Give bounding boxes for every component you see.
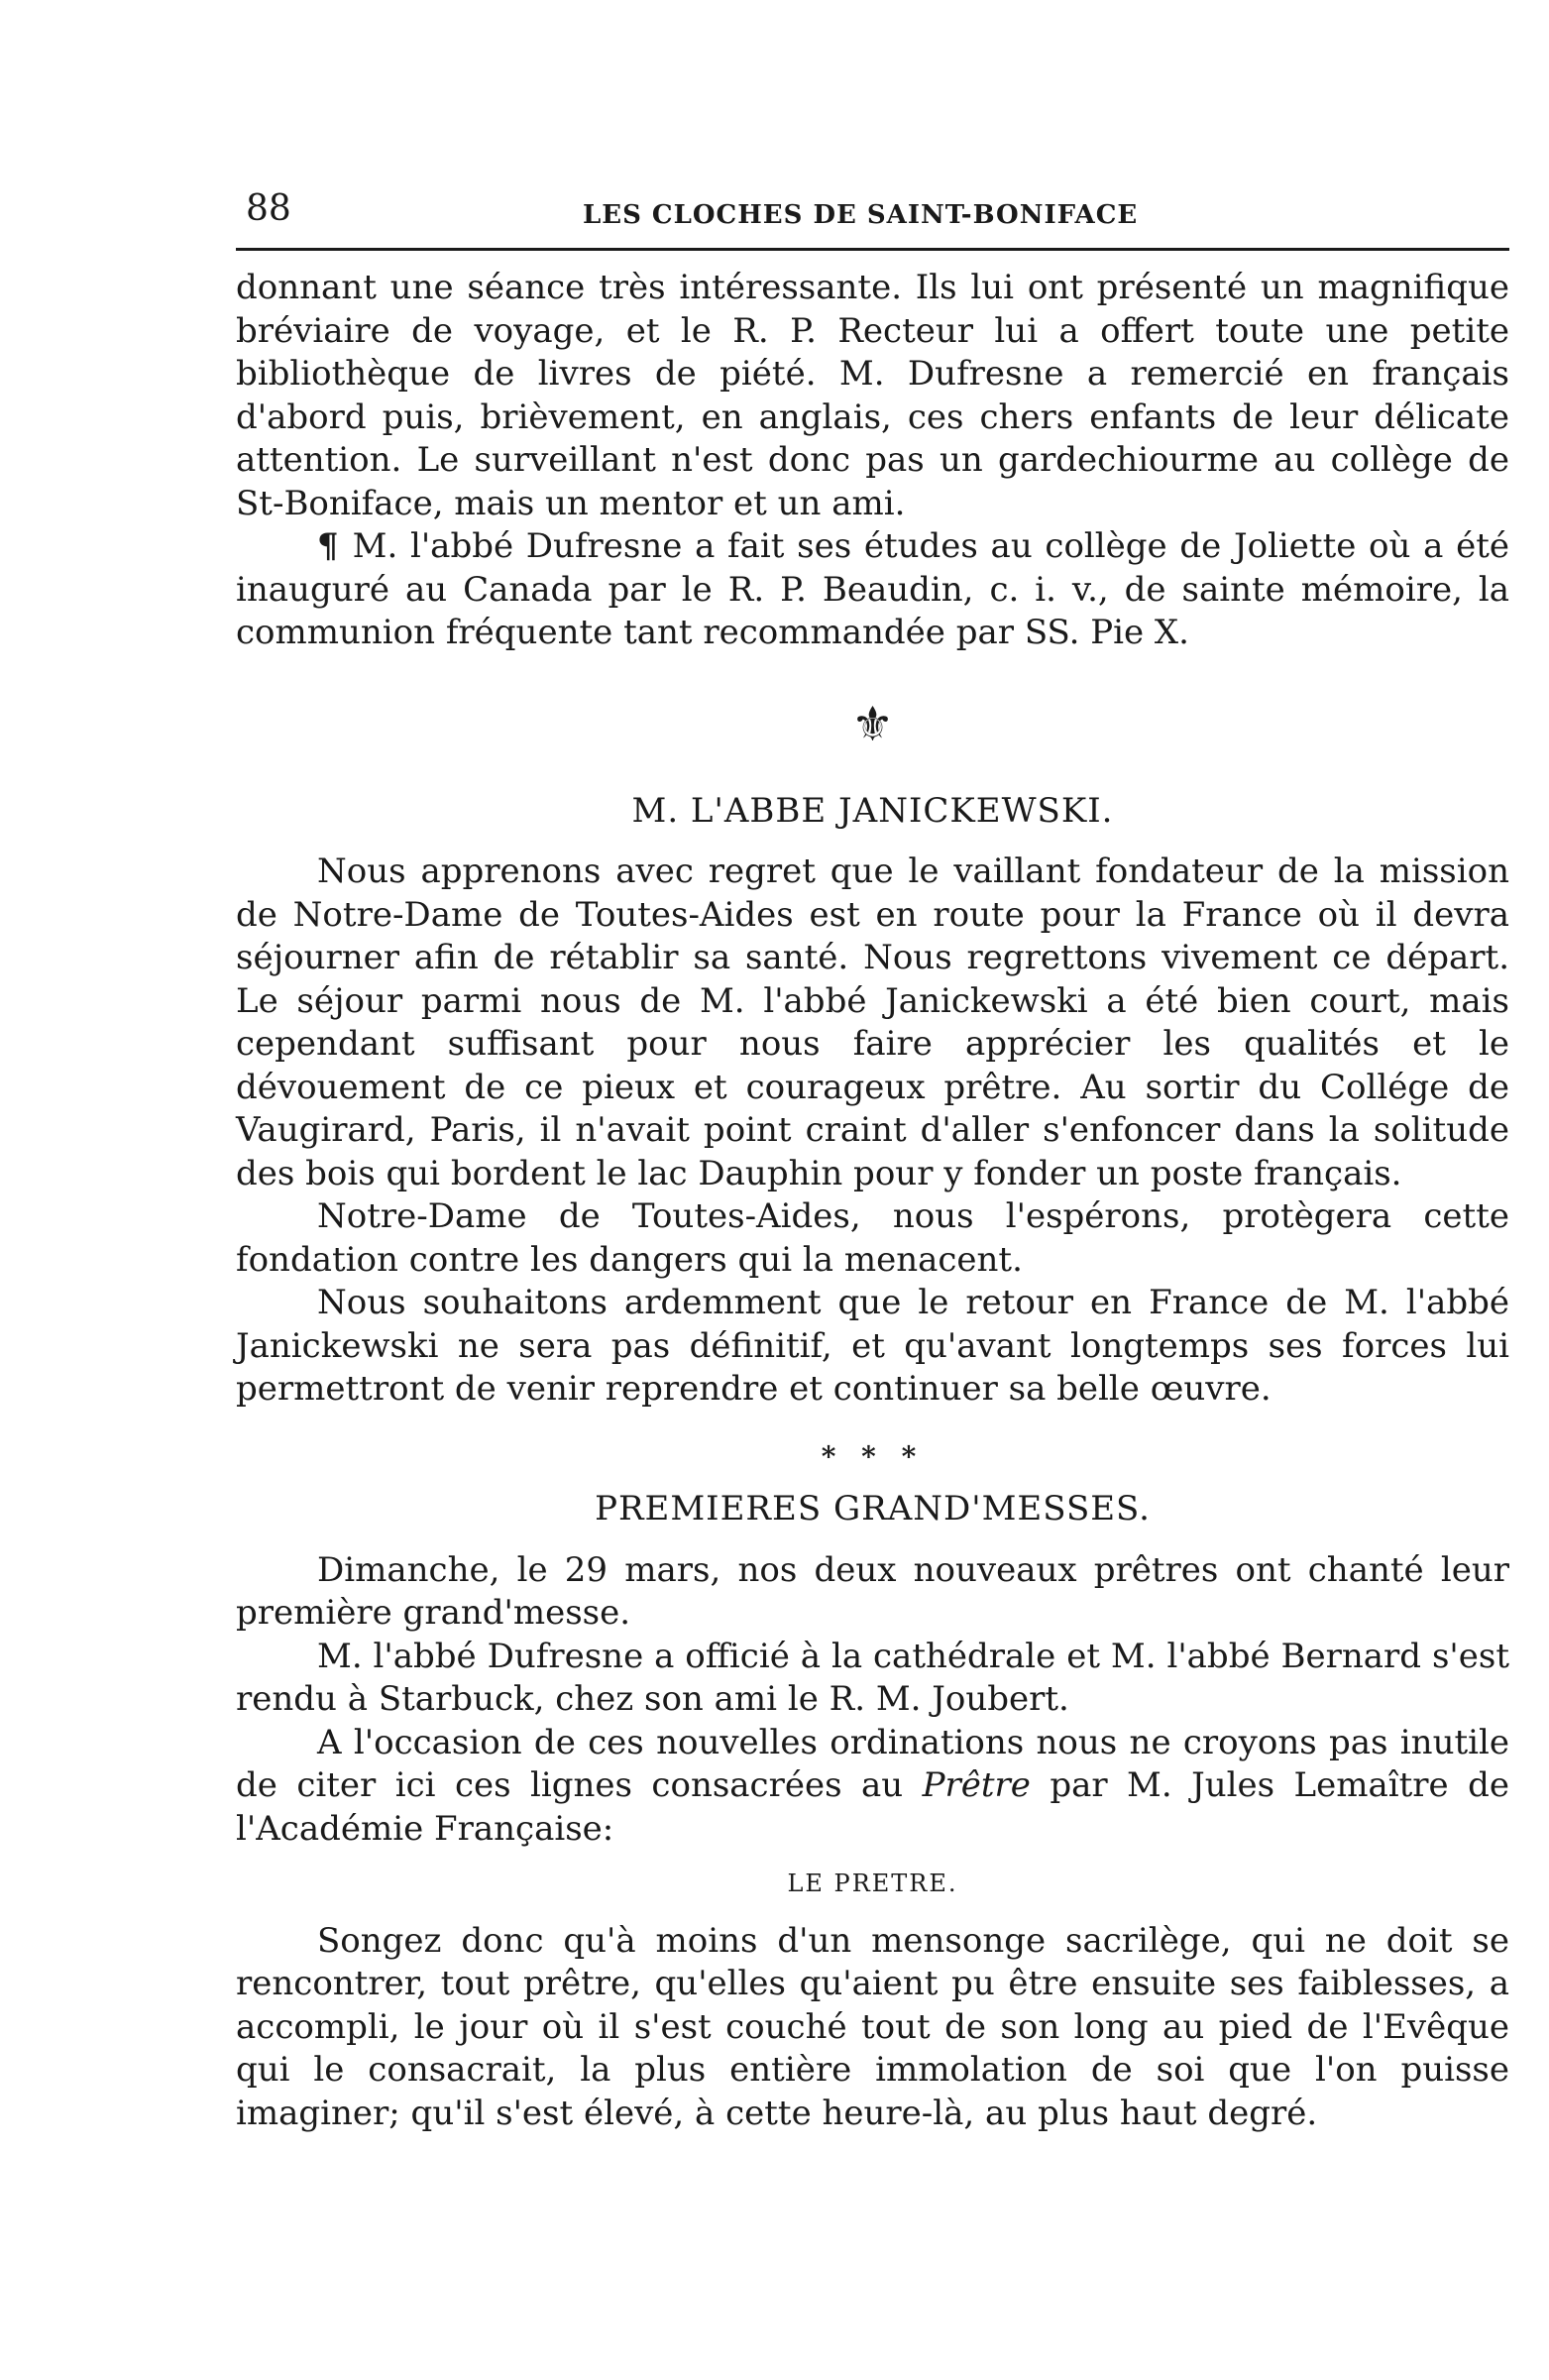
paragraph-3-end: par M. Jules Lemaître de l'Académie Française: [236, 1765, 1509, 1849]
intro-paragraph-2-text: M. l'abbé Dufresne a fait ses études au collège de Joliette où a été inauguré au Canada par le R. P. Beaudin, c. i. v., de sainte mémoire, la communion fréquente tant recommandée par SS. Pie X. [236, 526, 1509, 652]
quote-heading: LE PRETRE. [787, 1870, 958, 1897]
fleur-de-lis-icon: ⚜ [850, 696, 895, 752]
page-header [236, 188, 1509, 251]
grand-messes-paragraph-1: Dimanche, le 29 mars, nos deux nouveaux prêtres ont chanté leur première grand'messe. [236, 1549, 1509, 1633]
intro-paragraph-1: donnant une séance très intéressante. Ils lui ont présenté un magnifique bréviaire de voyage, et le R. P. Recteur lui a offert toute une petite bibliothèque de livres de piété. M. Dufresne a remercié en français d'abord puis, brièvement, en anglais, ces chers enfants de leur délicate attention. Le surveillant n'est donc pas un gardechiourme au collège de St-Boniface, mais un mentor et un ami. [236, 268, 1509, 523]
section-heading-grand-messes: PREMIERES GRAND'MESSES. [595, 1489, 1151, 1529]
pilcrow-mark: ¶ [317, 526, 339, 566]
page-number: 88 [246, 188, 291, 229]
grand-messes-paragraph-3 [236, 1722, 1509, 1852]
running-title: LES CLOCHES DE SAINT-BONIFACE [583, 200, 1139, 230]
quote-paragraph: Songez donc qu'à moins d'un mensonge sacrilège, qui ne doit se rencontrer, tout prêtre, qu'elles qu'aient pu être ensuite ses faiblesses, a accompli, le jour où il s'est couché tout de son long au pied de l'Evêque qui le consacrait, la plus entière immolation de soi que l'on puisse imaginer; qu'il s'est élevé, à cette heure-là, au plus haut degré. [236, 1920, 1509, 2133]
page-body [236, 267, 1509, 2135]
janickewski-paragraph-1: Nous apprenons avec regret que le vaillant fondateur de la mission de Notre-Dame de Toutes-Aides est en route pour la France où il devra séjourner afin de rétablir sa santé. Nous regrettons vivement ce départ. Le séjour parmi nous de M. l'abbé Janickewski a été bien court, mais cependant suffisant pour nous faire apprécier les qualités et le dévouement de ce pieux et courageux prêtre. Au sortir du Collége de Vaugirard, Paris, il n'avait point craint d'aller s'enfoncer dans la solitude des bois qui bordent le lac Dauphin pour y fonder un poste français. [236, 851, 1509, 1193]
intro-paragraph-2 [236, 525, 1509, 655]
section-heading-janickewski: M. L'ABBE JANICKEWSKI. [631, 790, 1114, 831]
janickewski-paragraph-3: Nous souhaitons ardemment que le retour en France de M. l'abbé Janickewski ne sera pas définitif, et qu'avant longtemps ses forces lui permettront de venir reprendre et continuer sa belle œuvre. [236, 1283, 1509, 1409]
italic-pretre: Prêtre [922, 1765, 1031, 1805]
paragraph-3-start: A l'occasion de ces nouvelles ordinations nous ne croyons pas inutile de citer ici ces lignes consacrées au [236, 1722, 1509, 1805]
book-page [236, 188, 1509, 2135]
grand-messes-paragraph-2: M. l'abbé Dufresne a officié à la cathédrale et M. l'abbé Bernard s'est rendu à Starbuck, chez son ami le R. M. Joubert. [236, 1636, 1509, 1719]
janickewski-paragraph-2: Notre-Dame de Toutes-Aides, nous l'espérons, protègera cette fondation contre les dangers qui la menacent. [236, 1196, 1509, 1280]
section-separator: * * * [821, 1439, 925, 1473]
